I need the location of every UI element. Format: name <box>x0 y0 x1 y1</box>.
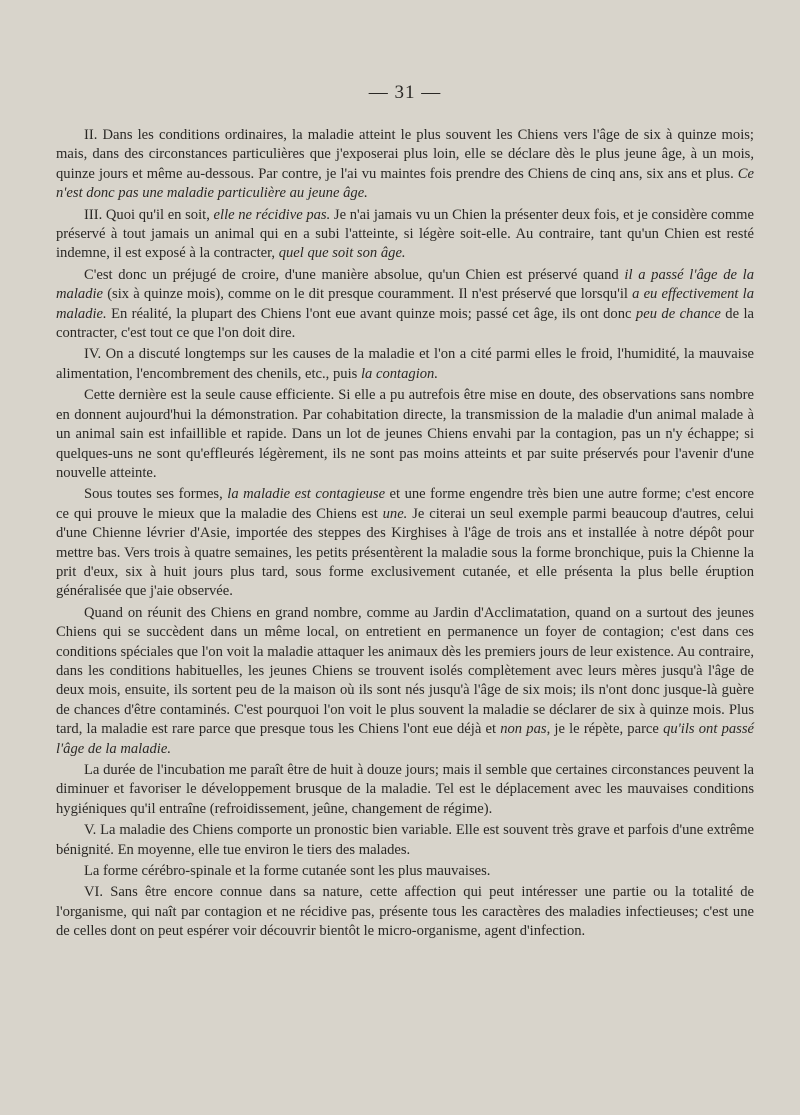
text-run: C'est donc un préjugé de croire, d'une manière absolue, qu'un Chien est préservé quand <box>84 266 625 283</box>
body-text <box>56 126 754 942</box>
text-run: III. Quoi qu'il en soit, <box>84 206 214 223</box>
text-run: VI. Sans être encore connue dans sa nature, cette affection qui peut intéresser une partie ou la totalité de l'organisme, qui naît par contagion et ne récidive pas, présente tous les caractères des maladies infectieuses; c'est une de celles dont on peut espérer voir découvrir bientôt le micro-organisme, agent d'infection. <box>56 884 754 940</box>
italic-text: a eu effectivement la maladie. <box>56 286 755 322</box>
text-run: de la contracter, c'est tout ce que l'on doit dire. <box>56 305 755 342</box>
italic-text: elle ne récidive pas. <box>213 206 331 223</box>
italic-text: Ce n'est donc pas une maladie particulière au jeune âge. <box>56 165 754 202</box>
italic-text: la maladie est contagieuse <box>227 486 386 503</box>
paragraph <box>56 761 754 819</box>
text-run: Je citerai un seul exemple parmi beaucoup d'autres, celui d'une Chienne lévrier d'Asie, importée des steppes des Kirghises à l'âge de trois ans et installée à notre dépôt pour mettre bas. Vers trois à quatre semaines, les petits présentèrent la maladie sous la forme bronchique, puis la Chienne la prit d'eux, six à huit jours plus tard, sous forme exclusivement cutanée, et elle présenta la plus belle éruption généralisée que j'aie observée. <box>56 505 754 600</box>
text-run: La durée de l'incubation me paraît être de huit à douze jours; mais il semble que certaines circonstances peuvent la diminuer et favoriser le développement brusque de la maladie. Tel est le déplacement avec les mauvaises conditions hygiéniques qu'il entraîne (refroidissement, jeûne, changement de régime). <box>56 762 754 817</box>
paragraph <box>56 126 754 204</box>
paragraph <box>56 206 754 264</box>
paragraph <box>56 485 754 601</box>
italic-text: non pas <box>500 721 547 738</box>
text-run: La forme cérébro-spinale et la forme cutanée sont les plus mauvaises. <box>84 863 491 880</box>
paragraph <box>56 345 754 384</box>
text-run: Quand on réunit des Chiens en grand nombre, comme au Jardin d'Acclimatation, quand on a surtout des jeunes Chiens qui se succèdent dans un même local, on entretient en permanence un foyer de contagion; c'est dans ces conditions spéciales que l'on voit la maladie attaquer les animaux dès les premiers jours de leur existence. Au contraire, dans les conditions habituelles, les jeunes Chiens se trouvent isolés complètement avec leurs mères jusqu'à l'âge de deux mois, ensuite, ils sortent peu de la maison où ils sont nés jusqu'à l'âge de six mois; ils n'ont donc jusque-là guère de chances d'être contaminés. C'est pourquoi l'on voit le plus souvent la maladie se déclarer de six à quinze mois. Plus tard, la maladie est rare parce que presque tous les Chiens l'ont eue déjà et <box>56 604 754 738</box>
text-run: En réalité, la plupart des Chiens l'ont eue avant quinze mois; passé cet âge, ils ont donc <box>106 305 636 322</box>
text-run: IV. On a discuté longtemps sur les causes de la maladie et l'on a cité parmi elles le froid, l'humidité, la mauvaise alimentation, l'encombrement des chenils, etc., puis <box>56 346 754 382</box>
paragraph <box>56 821 754 860</box>
italic-text: quel que soit son âge. <box>278 245 406 262</box>
paragraph <box>56 862 754 881</box>
italic-text: il a passé l'âge de la maladie <box>56 266 754 303</box>
paragraph <box>56 386 754 483</box>
text-run: et une forme engendre très bien une autre forme; c'est encore ce qui prouve le mieux que la maladie des Chiens est <box>56 486 754 522</box>
text-run: (six à quinze mois), comme on le dit presque couramment. Il n'est préservé que lorsqu'il <box>103 286 633 303</box>
italic-text: la contagion. <box>360 365 438 382</box>
text-run: Je n'ai jamais vu un Chien la présenter deux fois, et je considère comme préservé à tout jamais un animal qui en a subi l'atteinte, si légère soit-elle. Au contraire, tant qu'un Chien est resté indemne, il est exposé à la contracter, <box>56 206 754 262</box>
paragraph <box>56 604 754 759</box>
italic-text: peu de chance <box>635 305 721 322</box>
text-run: Cette dernière est la seule cause efficiente. Si elle a pu autrefois être mise en doute, des observations sans nombre en donnent aujourd'hui la démonstration. Par cohabitation directe, la transmission de la maladie d'un animal malade à un animal sain est infaillible et rapide. Dans un lot de jeunes Chiens envahi par la contagion, pas un n'y échappe; si quelques-uns ne sont qu'effleurés légèrement, ils ne sont pas moins atteints et par suite préservés pour l'avenir d'une nouvelle atteinte. <box>56 387 754 481</box>
paragraph <box>56 883 754 941</box>
text-run: , je le répète, parce <box>546 721 664 738</box>
text-run: II. Dans les conditions ordinaires, la maladie atteint le plus souvent les Chiens vers l'âge de six à quinze mois; mais, dans des circonstances particulières que j'exposerai plus loin, elle se déclare dès le plus jeune âge, à un mois, quinze jours et même au-dessous. Par contre, je l'ai vu maintes fois prendre des Chiens de cinq ans, six ans et plus. <box>56 127 754 182</box>
italic-text: une. <box>382 505 408 522</box>
text-run: V. La maladie des Chiens comporte un pronostic bien variable. Elle est souvent très grave et parfois d'une extrême bénignité. En moyenne, elle tue environ le tiers des malades. <box>56 822 754 858</box>
italic-text: qu'ils ont passé l'âge de la maladie. <box>56 721 755 757</box>
paragraph <box>56 266 754 344</box>
text-run: Sous toutes ses formes, <box>84 486 228 503</box>
page-number: — 31 — <box>368 82 442 103</box>
